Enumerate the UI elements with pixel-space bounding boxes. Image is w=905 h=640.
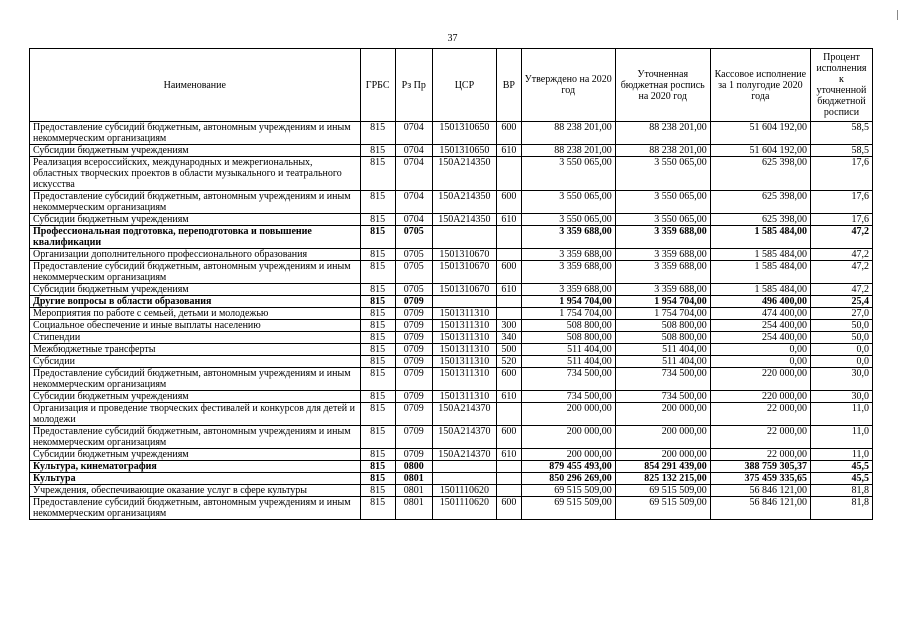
cell-csr: 1501310650 (432, 122, 496, 145)
cell-rzpr: 0800 (395, 461, 432, 473)
cell-grbs: 815 (360, 157, 395, 191)
cell-approved: 734 500,00 (521, 368, 615, 391)
cell-approved: 69 515 509,00 (521, 485, 615, 497)
header-rzpr: Рз Пр (395, 49, 432, 122)
cell-percent: 17,6 (810, 157, 872, 191)
cell-rzpr: 0801 (395, 497, 432, 520)
cell-vr: 600 (496, 426, 521, 449)
cell-rzpr: 0709 (395, 344, 432, 356)
cell-refined: 854 291 439,00 (615, 461, 710, 473)
cell-rzpr: 0709 (395, 403, 432, 426)
cell-vr: 340 (496, 332, 521, 344)
cell-refined: 3 359 688,00 (615, 226, 710, 249)
cell-csr (432, 226, 496, 249)
cell-csr: 1501311310 (432, 368, 496, 391)
cell-vr (496, 296, 521, 308)
cell-csr: 150А214350 (432, 214, 496, 226)
cell-approved: 511 404,00 (521, 344, 615, 356)
header-percent: Процент исполнения к уточненной бюджетной росписи (810, 49, 872, 122)
cell-name: Субсидии бюджетным учреждениям (30, 214, 361, 226)
cell-approved: 200 000,00 (521, 426, 615, 449)
table-row (30, 122, 873, 145)
table-row (30, 461, 873, 473)
cell-csr: 1501311310 (432, 391, 496, 403)
cell-approved: 200 000,00 (521, 449, 615, 461)
table-row (30, 214, 873, 226)
cell-approved: 879 455 493,00 (521, 461, 615, 473)
cell-rzpr: 0709 (395, 332, 432, 344)
cell-approved: 508 800,00 (521, 332, 615, 344)
cell-refined: 825 132 215,00 (615, 473, 710, 485)
cell-cash: 0,00 (710, 356, 810, 368)
cell-grbs: 815 (360, 332, 395, 344)
cell-csr (432, 296, 496, 308)
cell-grbs: 815 (360, 122, 395, 145)
cell-grbs: 815 (360, 426, 395, 449)
table-row (30, 449, 873, 461)
cell-percent: 50,0 (810, 320, 872, 332)
cell-grbs: 815 (360, 485, 395, 497)
cell-grbs: 815 (360, 356, 395, 368)
cell-refined: 200 000,00 (615, 449, 710, 461)
cell-percent: 81,8 (810, 485, 872, 497)
cell-cash: 56 846 121,00 (710, 497, 810, 520)
cell-approved: 511 404,00 (521, 356, 615, 368)
cell-csr (432, 461, 496, 473)
cell-grbs: 815 (360, 214, 395, 226)
cell-vr (496, 157, 521, 191)
cell-refined: 511 404,00 (615, 356, 710, 368)
cell-csr: 1501110620 (432, 485, 496, 497)
cell-rzpr: 0801 (395, 485, 432, 497)
cell-csr: 1501310650 (432, 145, 496, 157)
cell-cash: 0,00 (710, 344, 810, 356)
cell-name: Социальное обеспечение и иные выплаты населению (30, 320, 361, 332)
table-row (30, 473, 873, 485)
cell-name: Культура, кинематография (30, 461, 361, 473)
cell-approved: 3 359 688,00 (521, 284, 615, 296)
cell-cash: 220 000,00 (710, 391, 810, 403)
cell-refined: 69 515 509,00 (615, 497, 710, 520)
cell-cash: 51 604 192,00 (710, 145, 810, 157)
cell-name: Мероприятия по работе с семьей, детьми и молодежью (30, 308, 361, 320)
cell-cash: 22 000,00 (710, 426, 810, 449)
cell-approved: 3 550 065,00 (521, 157, 615, 191)
cell-name: Стипендии (30, 332, 361, 344)
cell-approved: 69 515 509,00 (521, 497, 615, 520)
cell-grbs: 815 (360, 145, 395, 157)
cell-vr (496, 308, 521, 320)
cell-name: Профессиональная подготовка, переподготовка и повышение квалификации (30, 226, 361, 249)
table-header-row (30, 49, 873, 122)
cell-rzpr: 0709 (395, 356, 432, 368)
cell-vr: 600 (496, 497, 521, 520)
cell-refined: 3 550 065,00 (615, 214, 710, 226)
cell-name: Другие вопросы в области образования (30, 296, 361, 308)
cell-approved: 3 359 688,00 (521, 226, 615, 249)
cell-approved: 88 238 201,00 (521, 122, 615, 145)
cell-approved: 3 359 688,00 (521, 261, 615, 284)
cell-rzpr: 0709 (395, 391, 432, 403)
cell-cash: 220 000,00 (710, 368, 810, 391)
cell-rzpr: 0705 (395, 249, 432, 261)
cell-name: Субсидии (30, 356, 361, 368)
cell-percent: 50,0 (810, 332, 872, 344)
cell-rzpr: 0704 (395, 191, 432, 214)
cell-cash: 1 585 484,00 (710, 284, 810, 296)
cell-refined: 200 000,00 (615, 403, 710, 426)
page-number: 37 (447, 33, 458, 44)
cell-refined: 3 550 065,00 (615, 191, 710, 214)
cell-cash: 496 400,00 (710, 296, 810, 308)
header-refined: Уточненная бюджетная роспись на 2020 год (615, 49, 710, 122)
cell-approved: 850 296 269,00 (521, 473, 615, 485)
cell-refined: 734 500,00 (615, 368, 710, 391)
budget-table (29, 48, 873, 520)
cell-rzpr: 0704 (395, 122, 432, 145)
cell-grbs: 815 (360, 284, 395, 296)
cell-refined: 69 515 509,00 (615, 485, 710, 497)
cell-cash: 625 398,00 (710, 191, 810, 214)
cell-grbs: 815 (360, 368, 395, 391)
cell-percent: 47,2 (810, 284, 872, 296)
cell-cash: 22 000,00 (710, 449, 810, 461)
cell-refined: 3 359 688,00 (615, 249, 710, 261)
cell-grbs: 815 (360, 296, 395, 308)
cell-csr: 1501311310 (432, 344, 496, 356)
cell-grbs: 815 (360, 461, 395, 473)
table-row (30, 403, 873, 426)
cell-csr: 1501110620 (432, 497, 496, 520)
cell-rzpr: 0704 (395, 214, 432, 226)
cell-csr: 1501310670 (432, 284, 496, 296)
cell-grbs: 815 (360, 191, 395, 214)
cell-vr: 600 (496, 191, 521, 214)
cell-vr (496, 249, 521, 261)
cell-cash: 254 400,00 (710, 332, 810, 344)
cell-csr: 150А214370 (432, 449, 496, 461)
cell-approved: 200 000,00 (521, 403, 615, 426)
cell-name: Предоставление субсидий бюджетным, автономным учреждениям и иным некоммерческим организациям (30, 191, 361, 214)
cell-cash: 625 398,00 (710, 157, 810, 191)
cell-name: Субсидии бюджетным учреждениям (30, 145, 361, 157)
cell-vr: 600 (496, 261, 521, 284)
cell-grbs: 815 (360, 449, 395, 461)
cell-name: Культура (30, 473, 361, 485)
cell-csr: 150А214370 (432, 426, 496, 449)
page-edge-mark (897, 10, 898, 20)
cell-percent: 17,6 (810, 214, 872, 226)
cell-percent: 81,8 (810, 497, 872, 520)
cell-approved: 3 550 065,00 (521, 214, 615, 226)
table-row (30, 157, 873, 191)
cell-percent: 11,0 (810, 449, 872, 461)
cell-vr (496, 473, 521, 485)
cell-percent: 27,0 (810, 308, 872, 320)
cell-cash: 474 400,00 (710, 308, 810, 320)
cell-grbs: 815 (360, 403, 395, 426)
cell-cash: 1 585 484,00 (710, 261, 810, 284)
cell-cash: 22 000,00 (710, 403, 810, 426)
cell-grbs: 815 (360, 473, 395, 485)
table-row (30, 191, 873, 214)
table-row (30, 356, 873, 368)
cell-approved: 88 238 201,00 (521, 145, 615, 157)
table-row (30, 226, 873, 249)
cell-csr: 150А214370 (432, 403, 496, 426)
cell-rzpr: 0705 (395, 284, 432, 296)
cell-approved: 734 500,00 (521, 391, 615, 403)
cell-cash: 375 459 335,65 (710, 473, 810, 485)
cell-approved: 1 954 704,00 (521, 296, 615, 308)
cell-vr: 600 (496, 368, 521, 391)
cell-refined: 88 238 201,00 (615, 145, 710, 157)
cell-name: Межбюджетные трансферты (30, 344, 361, 356)
cell-name: Субсидии бюджетным учреждениям (30, 449, 361, 461)
cell-grbs: 815 (360, 497, 395, 520)
cell-refined: 88 238 201,00 (615, 122, 710, 145)
cell-cash: 625 398,00 (710, 214, 810, 226)
cell-rzpr: 0704 (395, 157, 432, 191)
cell-refined: 508 800,00 (615, 320, 710, 332)
cell-percent: 45,5 (810, 473, 872, 485)
table-row (30, 261, 873, 284)
table-row (30, 497, 873, 520)
cell-percent: 17,6 (810, 191, 872, 214)
cell-percent: 58,5 (810, 122, 872, 145)
table-row (30, 249, 873, 261)
cell-percent: 47,2 (810, 249, 872, 261)
cell-name: Субсидии бюджетным учреждениям (30, 391, 361, 403)
cell-refined: 1 754 704,00 (615, 308, 710, 320)
cell-refined: 3 359 688,00 (615, 261, 710, 284)
cell-percent: 25,4 (810, 296, 872, 308)
cell-rzpr: 0709 (395, 426, 432, 449)
cell-grbs: 815 (360, 344, 395, 356)
cell-grbs: 815 (360, 249, 395, 261)
cell-percent: 58,5 (810, 145, 872, 157)
cell-rzpr: 0704 (395, 145, 432, 157)
table-row (30, 391, 873, 403)
cell-csr: 1501311310 (432, 320, 496, 332)
cell-rzpr: 0705 (395, 261, 432, 284)
cell-approved: 1 754 704,00 (521, 308, 615, 320)
cell-vr: 610 (496, 391, 521, 403)
table-row (30, 296, 873, 308)
table-row (30, 308, 873, 320)
table-row (30, 320, 873, 332)
cell-rzpr: 0709 (395, 449, 432, 461)
cell-refined: 3 550 065,00 (615, 157, 710, 191)
cell-refined: 200 000,00 (615, 426, 710, 449)
table-row (30, 426, 873, 449)
cell-vr: 600 (496, 122, 521, 145)
cell-refined: 511 404,00 (615, 344, 710, 356)
cell-csr: 1501310670 (432, 261, 496, 284)
cell-grbs: 815 (360, 391, 395, 403)
cell-percent: 45,5 (810, 461, 872, 473)
cell-csr: 1501310670 (432, 249, 496, 261)
cell-rzpr: 0801 (395, 473, 432, 485)
cell-percent: 47,2 (810, 261, 872, 284)
cell-csr: 150А214350 (432, 157, 496, 191)
cell-vr (496, 485, 521, 497)
cell-grbs: 815 (360, 308, 395, 320)
cell-vr: 610 (496, 214, 521, 226)
cell-csr: 150А214350 (432, 191, 496, 214)
cell-vr (496, 226, 521, 249)
cell-percent: 11,0 (810, 403, 872, 426)
cell-name: Реализация всероссийских, международных и межрегиональных, областных творческих проектов в области музыкального и театрального искусства (30, 157, 361, 191)
cell-percent: 47,2 (810, 226, 872, 249)
cell-vr: 520 (496, 356, 521, 368)
cell-cash: 56 846 121,00 (710, 485, 810, 497)
header-approved: Утверждено на 2020 год (521, 49, 615, 122)
table-row (30, 284, 873, 296)
cell-approved: 508 800,00 (521, 320, 615, 332)
header-name: Наименование (30, 49, 361, 122)
cell-name: Предоставление субсидий бюджетным, автономным учреждениям и иным некоммерческим организациям (30, 368, 361, 391)
cell-cash: 1 585 484,00 (710, 249, 810, 261)
header-cash: Кассовое исполнение за 1 полугодие 2020 года (710, 49, 810, 122)
cell-name: Предоставление субсидий бюджетным, автономным учреждениям и иным некоммерческим организациям (30, 426, 361, 449)
table-row (30, 145, 873, 157)
cell-name: Организация и проведение творческих фестивалей и конкурсов для детей и молодежи (30, 403, 361, 426)
cell-approved: 3 550 065,00 (521, 191, 615, 214)
cell-rzpr: 0705 (395, 226, 432, 249)
cell-cash: 1 585 484,00 (710, 226, 810, 249)
cell-csr: 1501311310 (432, 308, 496, 320)
cell-percent: 30,0 (810, 391, 872, 403)
cell-csr (432, 473, 496, 485)
cell-name: Предоставление субсидий бюджетным, автономным учреждениям и иным некоммерческим организациям (30, 261, 361, 284)
cell-vr (496, 461, 521, 473)
cell-name: Организации дополнительного профессионального образования (30, 249, 361, 261)
cell-rzpr: 0709 (395, 296, 432, 308)
cell-cash: 254 400,00 (710, 320, 810, 332)
cell-vr: 610 (496, 284, 521, 296)
cell-percent: 0,0 (810, 356, 872, 368)
cell-approved: 3 359 688,00 (521, 249, 615, 261)
cell-refined: 734 500,00 (615, 391, 710, 403)
cell-rzpr: 0709 (395, 368, 432, 391)
header-vr: ВР (496, 49, 521, 122)
table-row (30, 344, 873, 356)
cell-name: Учреждения, обеспечивающие оказание услуг в сфере культуры (30, 485, 361, 497)
table-row (30, 485, 873, 497)
cell-cash: 51 604 192,00 (710, 122, 810, 145)
cell-refined: 1 954 704,00 (615, 296, 710, 308)
table-row (30, 332, 873, 344)
cell-rzpr: 0709 (395, 308, 432, 320)
cell-rzpr: 0709 (395, 320, 432, 332)
cell-name: Субсидии бюджетным учреждениям (30, 284, 361, 296)
cell-refined: 3 359 688,00 (615, 284, 710, 296)
header-csr: ЦСР (432, 49, 496, 122)
cell-percent: 30,0 (810, 368, 872, 391)
header-grbs: ГРБС (360, 49, 395, 122)
cell-name: Предоставление субсидий бюджетным, автономным учреждениям и иным некоммерческим организациям (30, 497, 361, 520)
cell-vr (496, 403, 521, 426)
cell-grbs: 815 (360, 320, 395, 332)
cell-percent: 0,0 (810, 344, 872, 356)
cell-refined: 508 800,00 (615, 332, 710, 344)
cell-name: Предоставление субсидий бюджетным, автономным учреждениям и иным некоммерческим организациям (30, 122, 361, 145)
cell-vr: 610 (496, 449, 521, 461)
cell-grbs: 815 (360, 261, 395, 284)
cell-percent: 11,0 (810, 426, 872, 449)
cell-cash: 388 759 305,37 (710, 461, 810, 473)
table-body (30, 122, 873, 520)
cell-vr: 300 (496, 320, 521, 332)
cell-vr: 500 (496, 344, 521, 356)
cell-vr: 610 (496, 145, 521, 157)
table-row (30, 368, 873, 391)
cell-csr: 1501311310 (432, 356, 496, 368)
cell-grbs: 815 (360, 226, 395, 249)
cell-csr: 1501311310 (432, 332, 496, 344)
